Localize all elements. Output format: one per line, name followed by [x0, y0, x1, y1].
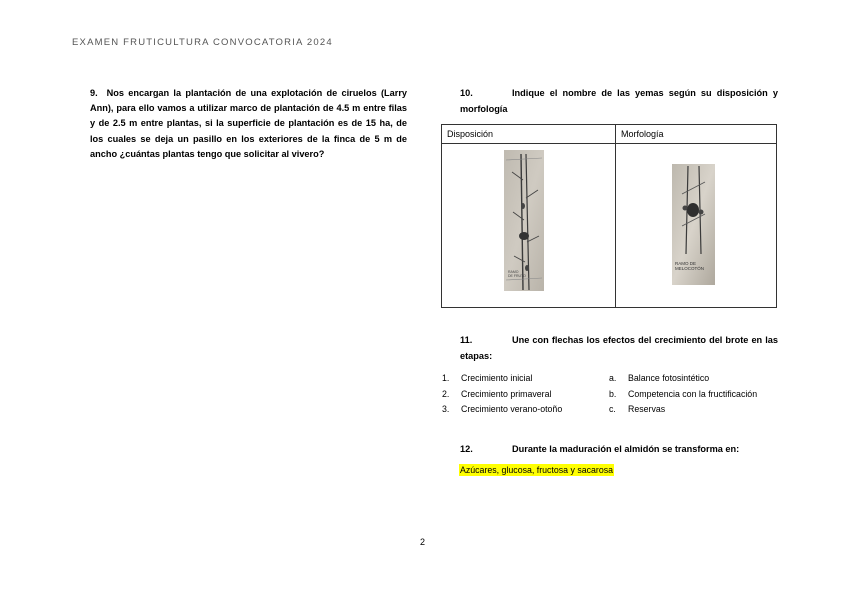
list-item-label: Crecimiento verano-otoño: [461, 404, 563, 415]
list-item-number: 1.: [442, 373, 450, 383]
list-item: [609, 371, 757, 387]
exam-header: EXAMEN FRUTICULTURA CONVOCATORIA 2024: [72, 37, 333, 48]
column-header-disposition: Disposición: [442, 125, 616, 144]
column-header-morphology: Morfología: [616, 125, 777, 144]
question-9-text: Nos encargan la plantación de una explotación de ciruelos (Larry Ann), para ello vamos a utilizar marco de plantación de 4.5 m entre filas y de 2.5 m entre plantas, si la superficie de plantación es de 15 ha, de los cuales se deja un pasillo en los exteriores de la finca de 5 m de ancho ¿cuántas plantas tengo que solicitar al vivero?: [90, 88, 407, 159]
question-11-text: Une con flechas los efectos del crecimiento del brote en las etapas:: [460, 335, 778, 361]
question-11: [460, 333, 778, 364]
list-item: [442, 402, 562, 418]
list-item: [609, 402, 757, 418]
buds-table: [441, 124, 777, 308]
list-item-label: Reservas: [628, 404, 666, 415]
question-12-text: Durante la maduración el almidón se transforma en:: [512, 444, 740, 454]
question-11-number: 11.: [460, 335, 473, 345]
list-item-label: Crecimiento primaveral: [461, 388, 552, 399]
photo1-caption: RAMO DE FRUTO: [508, 270, 526, 278]
list-item: [609, 387, 757, 403]
morphology-cell: [616, 144, 777, 308]
list-item-number: 2.: [442, 388, 450, 399]
effects-list: [609, 371, 757, 418]
list-item: [442, 387, 562, 403]
photo2-caption: RAMO DE MELOCOTÓN: [675, 261, 705, 271]
question-10-number: 10.: [460, 88, 473, 98]
stages-list: [442, 371, 562, 418]
list-item-label: Crecimiento inicial: [461, 373, 533, 383]
list-item-label: Balance fotosintético: [628, 373, 710, 383]
question-9: [90, 86, 407, 162]
list-item-letter: b.: [609, 388, 617, 399]
question-9-number: 9.: [90, 88, 98, 98]
question-10: [460, 86, 778, 117]
question-12: [460, 442, 778, 458]
list-item: [442, 371, 562, 387]
list-item-label: Competencia con la fructificación: [628, 388, 758, 399]
highlighted-answer: Azúcares, glucosa, fructosa y sacarosa: [460, 465, 614, 475]
list-item-number: 3.: [442, 404, 450, 415]
page-number: 2: [420, 537, 426, 547]
question-12-number: 12.: [460, 444, 473, 454]
list-item-letter: a.: [609, 373, 617, 383]
disposition-cell: [442, 144, 616, 308]
question-10-text: Indique el nombre de las yemas según su disposición y morfología: [460, 88, 778, 114]
list-item-letter: c.: [609, 404, 616, 415]
